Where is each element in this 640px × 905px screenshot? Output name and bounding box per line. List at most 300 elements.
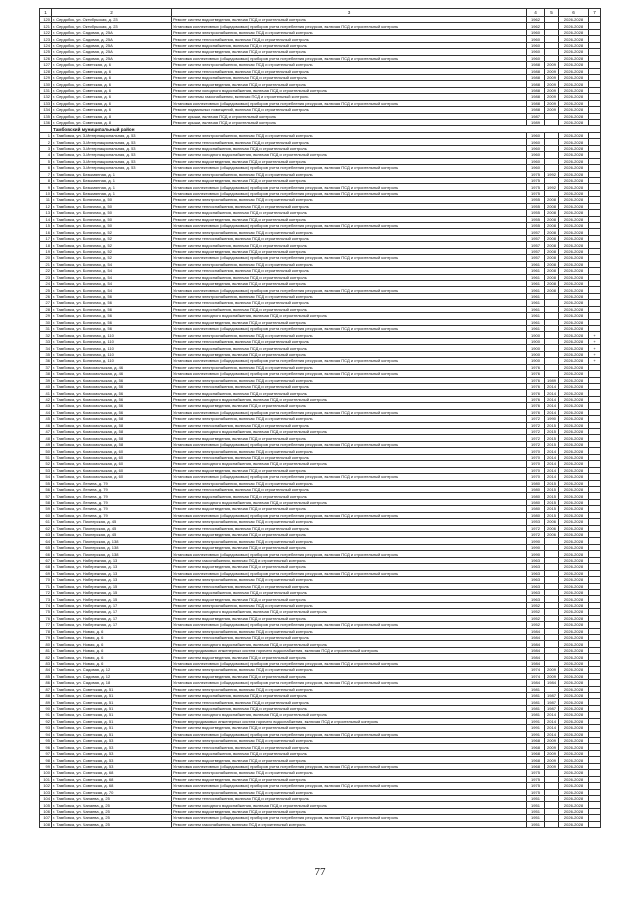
period-cell: 2026-2028 xyxy=(559,55,589,61)
period-cell: 2026-2028 xyxy=(559,300,589,306)
build-year-cell: 1980 xyxy=(527,506,545,512)
address-cell: г. Тамбовка, ул. Советская, д. 70 xyxy=(52,789,172,795)
column-number-7: 7 xyxy=(589,9,601,17)
work-type-cell: Ремонт систем электроснабжения, включая ПСД и строительный контроль xyxy=(172,293,527,299)
work-type-cell: Ремонт систем газоснабжения, включая ПСД и строительный контроль xyxy=(172,557,527,563)
work-type-cell: Ремонт систем холодного водоснабжения, включая ПСД и строительный контроль xyxy=(172,87,527,93)
address-cell: г. Сердобск, ул. Октябрьская, д. 23 xyxy=(52,23,172,29)
build-year-cell: 1955 xyxy=(527,203,545,209)
build-year-cell: 1963 xyxy=(527,583,545,589)
period-cell: 2026-2028 xyxy=(559,306,589,312)
row-number-cell: 70 xyxy=(40,577,52,583)
period-cell: 2026-2028 xyxy=(559,789,589,795)
row-number-cell: 73 xyxy=(40,596,52,602)
work-type-cell: Ремонт систем теплоснабжения, включая ПСД и строительный контроль xyxy=(172,583,527,589)
period-cell: 2026-2028 xyxy=(559,396,589,402)
build-year-cell: 1984 xyxy=(527,654,545,660)
build-year-cell: 1980 xyxy=(527,493,545,499)
row-number-cell: 83 xyxy=(40,660,52,666)
build-year-cell: 1980 xyxy=(527,512,545,518)
build-year-cell: 1976 xyxy=(527,383,545,389)
build-year-cell: 1980 xyxy=(527,480,545,486)
repair-year-cell: 2014 xyxy=(545,396,559,402)
repair-year-cell: 2015 xyxy=(545,422,559,428)
work-type-cell: Ремонт систем теплоснабжения, включая ПСД и строительный контроль xyxy=(172,525,527,531)
mark-cell: + xyxy=(589,351,601,357)
row-number-cell: 19 xyxy=(40,248,52,254)
address-cell: г. Тамбовка, ул. Советская, д. 51 xyxy=(52,725,172,731)
address-cell: г. Тамбовка, ул. Набережная, д. 13 xyxy=(52,570,172,576)
period-cell: 2026-2028 xyxy=(559,229,589,235)
work-type-cell: Ремонт систем водоотведения, включая ПСД и строительный контроль xyxy=(172,49,527,55)
row-number-cell: 32 xyxy=(40,332,52,338)
build-year-cell: 1991 xyxy=(527,725,545,731)
build-year-cell: 1974 xyxy=(527,667,545,673)
repair-year-cell: 2008 xyxy=(545,255,559,261)
repair-year-cell: 1992 xyxy=(545,171,559,177)
period-cell: 2026-2028 xyxy=(559,448,589,454)
row-number-cell: 22 xyxy=(40,268,52,274)
period-cell: 2026-2028 xyxy=(559,589,589,595)
period-cell: 2026-2028 xyxy=(559,602,589,608)
address-cell: г. Тамбовка, ул. Комсомольская, д. 60 xyxy=(52,461,172,467)
row-number-cell: 23 xyxy=(40,274,52,280)
work-type-cell: Ремонт систем электроснабжения, включая ПСД и строительный контроль xyxy=(172,602,527,608)
address-cell: г. Тамбовка, ул. Набережная, д. 13 xyxy=(52,577,172,583)
address-cell: г. Тамбовка, ул. Новая, д. 6 xyxy=(52,647,172,653)
row-number-cell: 80 xyxy=(40,641,52,647)
address-cell: г. Тамбовка, ул. Набережная, д. 13 xyxy=(52,557,172,563)
period-cell: 2026-2028 xyxy=(559,474,589,480)
period-cell: 2026-2028 xyxy=(559,371,589,377)
row-number-cell: 86 xyxy=(40,680,52,686)
address-cell: г. Тамбовка, ул. Бонячная, д. 50 xyxy=(52,223,172,229)
period-cell: 2026-2028 xyxy=(559,815,589,821)
period-cell: 2026-2028 xyxy=(559,68,589,74)
address-cell: г. Тамбовка, ул. Чапаева, д. 25 xyxy=(52,795,172,801)
work-type-cell: Установка коллективных (общедомовых) приборов учета потребления ресурсов, включая ПСД и строительный контроль xyxy=(172,190,527,196)
build-year-cell: 1970 xyxy=(527,467,545,473)
row-number-cell: 21 xyxy=(40,261,52,267)
period-cell: 2026-2028 xyxy=(559,190,589,196)
period-cell: 2026-2028 xyxy=(559,480,589,486)
build-year-cell: 1960 xyxy=(527,42,545,48)
repair-year-cell: 2014 xyxy=(545,448,559,454)
work-type-cell: Ремонт систем теплоснабжения, включая ПСД и строительный контроль xyxy=(172,795,527,801)
row-number-cell: 95 xyxy=(40,738,52,744)
work-type-cell: Ремонт систем электроснабжения, включая ПСД и строительный контроль xyxy=(172,29,527,35)
build-year-cell: 1960 xyxy=(527,158,545,164)
period-cell: 2026-2028 xyxy=(559,132,589,138)
address-cell: г. Тамбовка, ул. Советская, д. 51 xyxy=(52,699,172,705)
row-number-cell: 15 xyxy=(40,223,52,229)
period-cell: 2026-2028 xyxy=(559,622,589,628)
address-cell: г. Тамбовка, ул. Безымянная, д. 1 xyxy=(52,190,172,196)
work-type-cell: Ремонт систем водоотведения, включая ПСД и строительный контроль xyxy=(172,725,527,731)
repair-year-cell: 2014 xyxy=(545,474,559,480)
repair-year-cell: 2014 xyxy=(545,403,559,409)
row-number-cell: 131 xyxy=(40,87,52,93)
row-number-cell: 72 xyxy=(40,589,52,595)
period-cell: 2026-2028 xyxy=(559,673,589,679)
build-year-cell: 1960 xyxy=(527,145,545,151)
row-number-cell: 27 xyxy=(40,300,52,306)
build-year-cell: 1988 xyxy=(527,74,545,80)
address-cell: г. Тамбовка, ул. Пионерская, д. 138 xyxy=(52,544,172,550)
build-year-cell: 1961 xyxy=(527,287,545,293)
mark-cell: + xyxy=(589,332,601,338)
build-year-cell: 1972 xyxy=(527,435,545,441)
column-number-row xyxy=(40,9,601,17)
build-year-cell: 1988 xyxy=(527,87,545,93)
work-type-cell: Ремонт систем водоснабжения, включая ПСД и строительный контроль xyxy=(172,589,527,595)
work-type-cell: Ремонт систем водоотведения, включая ПСД и строительный контроль xyxy=(172,435,527,441)
address-cell: г. Тамбовка, ул. 3-Интернациональная, д. 53 xyxy=(52,139,172,145)
work-type-cell: Установка коллективных (общедомовых) приборов учета потребления ресурсов, включая ПСД и строительный контроль xyxy=(172,358,527,364)
period-cell: 2026-2028 xyxy=(559,577,589,583)
work-type-cell: Ремонт систем водоснабжения, включая ПСД и строительный контроль xyxy=(172,705,527,711)
work-type-cell: Ремонт систем холодного водоснабжения, включая ПСД и строительный контроль xyxy=(172,152,527,158)
address-cell: г. Тамбовка, ул. Ленина, д. 79 xyxy=(52,493,172,499)
row-number-cell: 128 xyxy=(40,68,52,74)
row-number-cell: 82 xyxy=(40,654,52,660)
repair-year-cell: 2015 xyxy=(545,480,559,486)
column-number-3: 3 xyxy=(172,9,527,17)
period-cell: 2026-2028 xyxy=(559,274,589,280)
work-type-cell: Ремонт систем водоотведения, включая ПСД и строительный контроль xyxy=(172,532,527,538)
address-cell: г. Сердобск, ул. Советская, д. 6 xyxy=(52,68,172,74)
address-cell: г. Тамбовка, ул. Набережная, д. 17 xyxy=(52,609,172,615)
row-number-cell: 37 xyxy=(40,364,52,370)
build-year-cell: 1951 xyxy=(527,815,545,821)
address-cell: г. Тамбовка, ул. Бонячная, д. 54 xyxy=(52,280,172,286)
row-number-cell: 60 xyxy=(40,512,52,518)
address-cell: г. Сердобск, ул. Садовая, д. 25А xyxy=(52,49,172,55)
register-body xyxy=(40,9,601,828)
repair-register-table xyxy=(39,8,601,828)
build-year-cell: 1990 xyxy=(527,544,545,550)
period-cell: 2026-2028 xyxy=(559,261,589,267)
work-type-cell: Ремонт систем водоотведения, включая ПСД и строительный контроль xyxy=(172,177,527,183)
repair-year-cell: 2009 xyxy=(545,107,559,113)
build-year-cell: 1972 xyxy=(527,422,545,428)
address-cell: г. Тамбовка, ул. Бонячная, д. 50 xyxy=(52,203,172,209)
address-cell: г. Тамбовка, ул. Безымянная, д. 1 xyxy=(52,177,172,183)
address-cell: г. Тамбовка, ул. Бонячная, д. 110 xyxy=(52,332,172,338)
build-year-cell: 1984 xyxy=(527,635,545,641)
row-number-cell: 108 xyxy=(40,821,52,827)
period-cell: 2026-2028 xyxy=(559,615,589,621)
build-year-cell: 1972 xyxy=(527,441,545,447)
build-year-cell: 1961 xyxy=(527,319,545,325)
period-cell: 2026-2028 xyxy=(559,29,589,35)
work-type-cell: Ремонт систем водоотведения, включая ПСД и строительный контроль xyxy=(172,81,527,87)
address-cell: г. Тамбовка, ул. Бонячная, д. 56 xyxy=(52,313,172,319)
address-cell: г. Тамбовка, ул. Комсомольская, д. 56 xyxy=(52,403,172,409)
work-type-cell: Ремонт систем холодного водоснабжения, включая ПСД и строительный контроль xyxy=(172,641,527,647)
row-number-cell: 33 xyxy=(40,338,52,344)
row-number-cell: 67 xyxy=(40,557,52,563)
address-cell: г. Тамбовка, ул. Комсомольская, д. 46 xyxy=(52,364,172,370)
work-type-cell: Ремонт систем водоотведения, включая ПСД и строительный контроль xyxy=(172,280,527,286)
row-number-cell: 63 xyxy=(40,532,52,538)
build-year-cell: 1972 xyxy=(527,416,545,422)
column-number-6: 6 xyxy=(559,9,589,17)
period-cell: 2026-2028 xyxy=(559,326,589,332)
work-type-cell: Ремонт систем теплоснабжения, включая ПСД и строительный контроль xyxy=(172,699,527,705)
period-cell: 2026-2028 xyxy=(559,467,589,473)
build-year-cell: 1991 xyxy=(527,731,545,737)
build-year-cell: 1962 xyxy=(527,17,545,23)
work-type-cell: Ремонт систем водоснабжения, включая ПСД и строительный контроль xyxy=(172,145,527,151)
work-type-cell: Ремонт систем газоснабжения, включая ПСД и строительный контроль xyxy=(172,821,527,827)
address-cell: г. Тамбовка, ул. Новая, д. 6 xyxy=(52,635,172,641)
period-cell: 2026-2028 xyxy=(559,667,589,673)
work-type-cell: Установка коллективных (общедомовых) приборов учета потребления ресурсов, включая ПСД и строительный контроль xyxy=(172,570,527,576)
build-year-cell: 1961 xyxy=(527,306,545,312)
build-year-cell: 1975 xyxy=(527,171,545,177)
work-type-cell: Ремонт систем холодного водоснабжения, включая ПСД и строительный контроль xyxy=(172,313,527,319)
build-year-cell: 1961 xyxy=(527,326,545,332)
work-type-cell: Установка коллективных (общедомовых) приборов учета потребления ресурсов, включая ПСД и строительный контроль xyxy=(172,731,527,737)
build-year-cell: 1974 xyxy=(527,673,545,679)
work-type-cell: Ремонт систем водоотведения, включая ПСД и строительный контроль xyxy=(172,506,527,512)
address-cell: г. Тамбовка, ул. Пионерская, д. 45 xyxy=(52,519,172,525)
work-type-cell: Ремонт систем электроснабжения, включая ПСД и строительный контроль xyxy=(172,789,527,795)
work-type-cell: Ремонт крыши, включая ПСД и строительный контроль xyxy=(172,120,527,126)
row-number-cell: 75 xyxy=(40,609,52,615)
build-year-cell: 1955 xyxy=(527,197,545,203)
repair-year-cell: 2014 xyxy=(545,718,559,724)
row-number-cell: 49 xyxy=(40,441,52,447)
address-cell: г. Тамбовка, ул. Ленина, д. 79 xyxy=(52,512,172,518)
address-cell: г. Тамбовка, ул. 3-Интернациональная, д. 53 xyxy=(52,145,172,151)
row-number-cell: 125 xyxy=(40,49,52,55)
address-cell: г. Тамбовка, ул. Пионерская, д. 45 xyxy=(52,532,172,538)
row-number-cell: 87 xyxy=(40,686,52,692)
repair-year-cell: 1987 xyxy=(545,692,559,698)
repair-year-cell xyxy=(545,821,559,827)
row-number-cell: 84 xyxy=(40,667,52,673)
work-type-cell: Установка коллективных (общедомовых) приборов учета потребления ресурсов, включая ПСД и строительный контроль xyxy=(172,763,527,769)
address-cell: г. Тамбовка, ул. 3-Интернациональная, д. 53 xyxy=(52,132,172,138)
build-year-cell: 1951 xyxy=(527,795,545,801)
period-cell: 2026-2028 xyxy=(559,358,589,364)
row-number-cell: 56 xyxy=(40,486,52,492)
work-type-cell: Ремонт систем электроснабжения, включая ПСД и строительный контроль xyxy=(172,577,527,583)
address-cell: г. Тамбовка, ул. Бонячная, д. 56 xyxy=(52,293,172,299)
row-number-cell: 126 xyxy=(40,55,52,61)
work-type-cell: Ремонт систем холодного водоснабжения, включая ПСД и строительный контроль xyxy=(172,499,527,505)
repair-year-cell: 2009 xyxy=(545,74,559,80)
build-year-cell: 1900 xyxy=(527,358,545,364)
repair-year-cell: 2008 xyxy=(545,216,559,222)
row-number-cell: 74 xyxy=(40,602,52,608)
period-cell: 2026-2028 xyxy=(559,280,589,286)
build-year-cell: 1960 xyxy=(527,55,545,61)
repair-year-cell: 2009 xyxy=(545,667,559,673)
row-number-cell: 50 xyxy=(40,448,52,454)
work-type-cell: Ремонт систем водоотведения, включая ПСД и строительный контроль xyxy=(172,17,527,23)
period-cell: 2026-2028 xyxy=(559,203,589,209)
row-number-cell: 92 xyxy=(40,718,52,724)
row-number-cell: 24 xyxy=(40,280,52,286)
repair-year-cell: 2009 xyxy=(545,757,559,763)
address-cell: г. Тамбовка, ул. Бонячная, д. 56 xyxy=(52,300,172,306)
period-cell: 2026-2028 xyxy=(559,23,589,29)
repair-year-cell: 2008 xyxy=(545,280,559,286)
work-type-cell: Ремонт систем водоснабжения, включая ПСД и строительный контроль xyxy=(172,692,527,698)
repair-year-cell: 2014 xyxy=(545,383,559,389)
work-type-cell: Ремонт систем теплоснабжения, включая ПСД и строительный контроль xyxy=(172,486,527,492)
build-year-cell: 1960 xyxy=(527,49,545,55)
work-type-cell: Ремонт систем теплоснабжения, включая ПСД и строительный контроль xyxy=(172,635,527,641)
work-type-cell: Ремонт систем электроснабжения, включая ПСД и строительный контроль xyxy=(172,448,527,454)
row-number-cell: 88 xyxy=(40,692,52,698)
address-cell: г. Тамбовка, ул. Набережная, д. 17 xyxy=(52,615,172,621)
repair-year-cell: 2015 xyxy=(545,499,559,505)
row-number-cell: 30 xyxy=(40,319,52,325)
period-cell: 2026-2028 xyxy=(559,750,589,756)
repair-year-cell: 2006 xyxy=(545,525,559,531)
period-cell: 2026-2028 xyxy=(559,486,589,492)
row-number-cell: 136 xyxy=(40,120,52,126)
build-year-cell: 1960 xyxy=(527,132,545,138)
repair-year-cell: 2008 xyxy=(545,203,559,209)
address-cell: г. Тамбовка, ул. 3-Интернациональная, д. 53 xyxy=(52,158,172,164)
address-cell: г. Тамбовка, ул. Советская, д. 68 xyxy=(52,783,172,789)
row-number-cell: 102 xyxy=(40,783,52,789)
build-year-cell: 1987 xyxy=(527,113,545,119)
row-number-cell: 11 xyxy=(40,197,52,203)
column-number-4: 4 xyxy=(527,9,545,17)
build-year-cell: 1976 xyxy=(527,377,545,383)
period-cell: 2026-2028 xyxy=(559,49,589,55)
work-type-cell: Ремонт внутридомовых инженерных систем горячего водоснабжения, включая ПСД и строительный контроль xyxy=(172,718,527,724)
row-number-cell: 103 xyxy=(40,789,52,795)
work-type-cell: Ремонт систем водоотведения, включая ПСД и строительный контроль xyxy=(172,216,527,222)
period-cell: 2026-2028 xyxy=(559,705,589,711)
period-cell: 2026-2028 xyxy=(559,210,589,216)
address-cell: г. Тамбовка, ул. Бонячная, д. 54 xyxy=(52,268,172,274)
build-year-cell: 1980 xyxy=(527,499,545,505)
period-cell: 2026-2028 xyxy=(559,171,589,177)
period-cell: 2026-2028 xyxy=(559,635,589,641)
row-number-cell: 13 xyxy=(40,210,52,216)
address-cell: г. Тамбовка, ул. Советская, д. 68 xyxy=(52,770,172,776)
address-cell: г. Тамбовка, ул. Комсомольская, д. 56 xyxy=(52,390,172,396)
period-cell: 2026-2028 xyxy=(559,499,589,505)
period-cell: 2026-2028 xyxy=(559,242,589,248)
address-cell: г. Тамбовка, ул. Набережная, д. 17 xyxy=(52,622,172,628)
period-cell: 2026-2028 xyxy=(559,557,589,563)
address-cell: г. Тамбовка, ул. 3-Интернациональная, д. 53 xyxy=(52,165,172,171)
address-cell: г. Сердобск, ул. Советская, д. 6 xyxy=(52,62,172,68)
address-cell: г. Сердобск, ул. Советская, д. 8 xyxy=(52,113,172,119)
work-type-cell: Ремонт систем водоснабжения, включая ПСД и строительный контроль xyxy=(172,210,527,216)
build-year-cell: 1981 xyxy=(527,699,545,705)
address-cell: г. Тамбовка, ул. Бонячная, д. 110 xyxy=(52,338,172,344)
column-number-2: 2 xyxy=(52,9,172,17)
build-year-cell: 1989 xyxy=(527,120,545,126)
repair-year-cell: 2009 xyxy=(545,100,559,106)
work-type-cell: Установка коллективных (общедомовых) приборов учета потребления ресурсов, включая ПСД и строительный контроль xyxy=(172,23,527,29)
work-type-cell: Ремонт систем водоотведения, включая ПСД и строительный контроль xyxy=(172,564,527,570)
row-number-cell: 38 xyxy=(40,371,52,377)
address-cell: г. Сердобск, ул. Садовая, д. 25А xyxy=(52,42,172,48)
mark-cell xyxy=(589,821,601,827)
build-year-cell: 1975 xyxy=(527,184,545,190)
build-year-cell: 1968 xyxy=(527,757,545,763)
row-number-cell: 62 xyxy=(40,525,52,531)
address-cell: г. Тамбовка, ул. Садовая, д. 12 xyxy=(52,667,172,673)
period-cell: 2026-2028 xyxy=(559,738,589,744)
work-type-cell: Установка коллективных (общедомовых) приборов учета потребления ресурсов, включая ПСД и строительный контроль xyxy=(172,551,527,557)
build-year-cell: 1988 xyxy=(527,81,545,87)
work-type-cell: Установка коллективных (общедомовых) приборов учета потребления ресурсов, включая ПСД и строительный контроль xyxy=(172,371,527,377)
build-year-cell: 1988 xyxy=(527,68,545,74)
work-type-cell: Ремонт систем водоотведения, включая ПСД и строительный контроль xyxy=(172,596,527,602)
address-cell: г. Сердобск, ул. Советская, д. 6 xyxy=(52,81,172,87)
address-cell: г. Тамбовка, ул. Бонячная, д. 50 xyxy=(52,197,172,203)
work-type-cell: Ремонт систем холодного водоснабжения, включая ПСД и строительный контроль xyxy=(172,609,527,615)
address-cell: г. Тамбовка, ул. Новая, д. 6 xyxy=(52,628,172,634)
work-type-cell: Ремонт систем водоснабжения, включая ПСД и строительный контроль xyxy=(172,274,527,280)
address-cell: г. Тамбовка, ул. Советская, д. 53 xyxy=(52,738,172,744)
repair-year-cell: 1987 xyxy=(545,699,559,705)
period-cell: 2026-2028 xyxy=(559,177,589,183)
address-cell: г. Тамбовка, ул. Комсомольская, д. 58 xyxy=(52,422,172,428)
address-cell: г. Тамбовка, ул. Комсомольская, д. 58 xyxy=(52,429,172,435)
build-year-cell: 1960 xyxy=(527,36,545,42)
work-type-cell: Ремонт систем холодного водоснабжения, включая ПСД и строительный контроль xyxy=(172,712,527,718)
repair-year-cell: 2015 xyxy=(545,493,559,499)
row-number-cell: 91 xyxy=(40,712,52,718)
repair-year-cell: 2015 xyxy=(545,512,559,518)
work-type-cell: Ремонт систем теплоснабжения, включая ПСД и строительный контроль xyxy=(172,422,527,428)
address-cell: г. Тамбовка, ул. Безымянная, д. 1 xyxy=(52,184,172,190)
period-cell: 2026-2028 xyxy=(559,81,589,87)
address-cell: г. Тамбовка, ул. Набережная, д. 17 xyxy=(52,602,172,608)
work-type-cell: Установка коллективных (общедомовых) приборов учета потребления ресурсов, включая ПСД и строительный контроль xyxy=(172,815,527,821)
repair-year-cell: 1989 xyxy=(545,377,559,383)
period-cell: 2026-2028 xyxy=(559,776,589,782)
repair-year-cell: 2009 xyxy=(545,763,559,769)
work-type-cell: Установка коллективных (общедомовых) приборов учета потребления ресурсов, включая ПСД и строительный контроль xyxy=(172,660,527,666)
period-cell: 2026-2028 xyxy=(559,383,589,389)
build-year-cell: 1980 xyxy=(527,486,545,492)
row-number-cell: 55 xyxy=(40,480,52,486)
period-cell: 2026-2028 xyxy=(559,94,589,100)
period-cell: 2026-2028 xyxy=(559,409,589,415)
repair-year-cell: 2008 xyxy=(545,229,559,235)
work-type-cell: Ремонт систем теплоснабжения, включая ПСД и строительный контроль xyxy=(172,744,527,750)
build-year-cell: 1970 xyxy=(527,474,545,480)
address-cell: г. Тамбовка, ул. Новая, д. 6 xyxy=(52,654,172,660)
work-type-cell: Ремонт систем электроснабжения, включая ПСД и строительный контроль xyxy=(172,667,527,673)
address-cell: г. Сердобск, ул. Садовая, д. 25А xyxy=(52,29,172,35)
work-type-cell: Установка коллективных (общедомовых) приборов учета потребления ресурсов, включая ПСД и строительный контроль xyxy=(172,55,527,61)
row-number-cell: 134 xyxy=(40,107,52,113)
build-year-cell: 1984 xyxy=(527,680,545,686)
period-cell: 2026-2028 xyxy=(559,725,589,731)
period-cell: 2026-2028 xyxy=(559,699,589,705)
work-type-cell: Ремонт систем теплоснабжения, включая ПСД и строительный контроль xyxy=(172,235,527,241)
period-cell: 2026-2028 xyxy=(559,506,589,512)
period-cell: 2026-2028 xyxy=(559,808,589,814)
row-number-cell: 52 xyxy=(40,461,52,467)
build-year-cell: 1957 xyxy=(527,229,545,235)
